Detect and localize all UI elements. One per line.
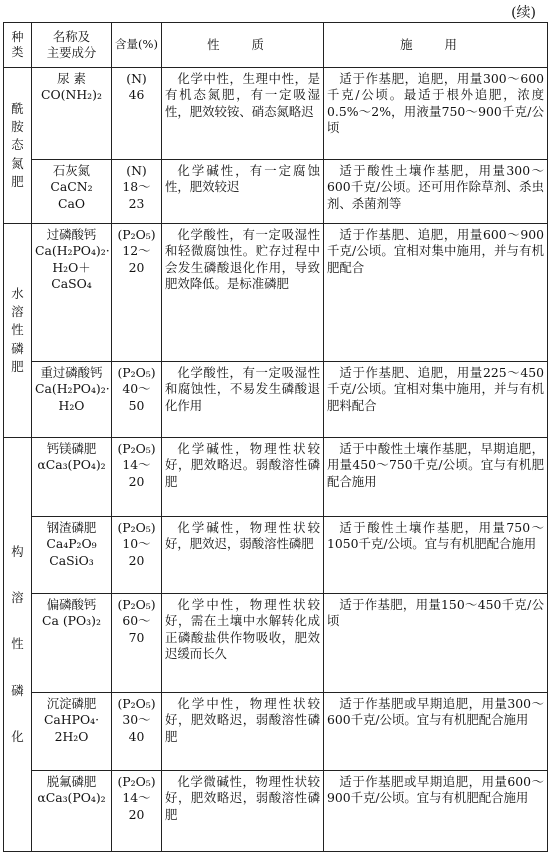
category-char: 肥: [11, 359, 24, 375]
nutrient-label: (P₂O₅): [117, 597, 156, 612]
name-cell: [32, 438, 112, 517]
usage-cell: 适于作基肥，用量150～450千克/公顷: [324, 594, 548, 693]
table-row: [4, 771, 548, 852]
category-char: 态: [11, 137, 24, 153]
name-line: CaHPO₄·: [43, 712, 100, 728]
category-char: 构: [11, 543, 24, 559]
header-content: 含量(%): [112, 23, 162, 68]
name-line: CaSO₄: [51, 276, 92, 292]
category-char: 磷: [11, 340, 24, 356]
category-char: 溶: [11, 303, 24, 319]
table-row: [4, 224, 548, 362]
nutrient-label: (P₂O₅): [117, 696, 156, 711]
name-cell: [32, 693, 112, 771]
usage-cell: 适于酸性土壤作基肥，用量300～600千克/公顷。还可用作除草剂、杀虫剂、杀菌剂等: [324, 160, 548, 224]
name-cell: [32, 362, 112, 438]
category-char: 肥: [11, 174, 24, 190]
category-char: 化: [11, 729, 24, 745]
header-category: 种类: [4, 23, 32, 68]
name-line: CaSiO₃: [49, 552, 94, 568]
nutrient-label: (P₂O₅): [117, 774, 156, 789]
name-cell: [32, 68, 112, 160]
name-cell: [32, 594, 112, 693]
name-line: 2H₂O: [54, 728, 89, 744]
content-range: 10～20: [122, 536, 151, 568]
name-line: Ca(H₂PO₄)₂·: [35, 381, 110, 397]
nutrient-label: (P₂O₅): [117, 441, 156, 456]
name-line: 石灰氮: [52, 163, 91, 178]
category-char: 水: [11, 285, 24, 301]
content-cell: [112, 594, 162, 693]
property-cell: 化学中性，物理性状较好，肥效略迟，弱酸溶性磷肥: [162, 693, 324, 771]
nutrient-label: (N): [126, 163, 147, 178]
property-cell: 化学中性，物理性状较好，需在土壤中水解转化成正磷酸盐供作物吸收，肥效迟缓而长久: [162, 594, 324, 693]
content-range: 30～40: [122, 712, 151, 744]
content-range: 40～50: [122, 381, 151, 413]
name-cell: [32, 771, 112, 852]
content-cell: [112, 224, 162, 362]
category-char: 氮: [11, 155, 24, 171]
nutrient-label: (N): [126, 71, 147, 86]
usage-cell: 适于作基肥、追肥，用量225～450千克/公顷。宜相对集中施用，并与有机肥料配合: [324, 362, 548, 438]
category-cell: [4, 224, 32, 438]
content-range: 14～20: [122, 457, 151, 489]
name-line: Ca₄P₂O₉: [46, 536, 97, 552]
content-range: 60～70: [122, 613, 151, 645]
category-char: 性: [11, 322, 24, 338]
header-name: 名称及 主要成分: [32, 23, 112, 68]
category-char: 性: [11, 636, 24, 652]
usage-cell: 适于酸性土壤作基肥，用量750～1050千克/公顷。宜与有机肥配合施用: [324, 517, 548, 594]
content-cell: [112, 517, 162, 594]
name-line: 过磷酸钙: [46, 227, 97, 242]
property-cell: 化学酸性，有一定吸湿性和轻微腐蚀性。贮存过程中会发生磷酸退化作用，导致肥效降低。是标准磷肥: [162, 224, 324, 362]
usage-cell: 适于作基肥或早期追肥，用量300～600千克/公顷。宜与有机肥配合施用: [324, 693, 548, 771]
content-range: 12～20: [122, 243, 151, 275]
usage-cell: 适于作基肥，追肥，用量300～600千克/公顷。最适于根外追肥，浓度0.5%～2%，用液量750～900千克/公顷: [324, 68, 548, 160]
name-line: αCa₃(PO₄)₂: [37, 790, 106, 806]
table-row: [4, 594, 548, 693]
table-row: [4, 160, 548, 224]
name-line: 沉淀磷肥: [46, 696, 97, 711]
category-char: 磷: [11, 682, 24, 698]
name-cell: [32, 160, 112, 224]
usage-cell: 适于作基肥或早期追肥，用量600～900千克/公顷。宜与有机肥配合施用: [324, 771, 548, 852]
header-usage: 施 用: [324, 23, 548, 68]
property-cell: 化学碱性，有一定腐蚀性，肥效较迟: [162, 160, 324, 224]
usage-cell: 适于中酸性土壤作基肥，早期追肥，用量450～750千克/公顷。宜与有机肥配合施用: [324, 438, 548, 517]
name-line: H₂O＋: [52, 259, 91, 275]
name-line: H₂O: [58, 397, 85, 413]
name-cell: [32, 517, 112, 594]
name-line: Ca (PO₃)₂: [42, 613, 101, 629]
content-cell: [112, 771, 162, 852]
content-range: 46: [128, 87, 145, 103]
category-char: 胺: [11, 118, 24, 134]
property-cell: 化学碱性，物理性状较好，肥效迟，弱酸溶性磷肥: [162, 517, 324, 594]
content-cell: [112, 68, 162, 160]
category-cell: [4, 438, 32, 852]
property-cell: 化学碱性，物理性状较好，肥效略迟。弱酸溶性磷肥: [162, 438, 324, 517]
name-line: 偏磷酸钙: [46, 597, 97, 612]
content-range: 14～20: [122, 790, 151, 822]
name-cell: [32, 224, 112, 362]
name-line: CO(NH₂)₂: [41, 87, 102, 103]
table-row: [4, 68, 548, 160]
content-cell: [112, 438, 162, 517]
name-line: 重过磷酸钙: [40, 365, 103, 380]
name-line: 尿 素: [57, 71, 86, 86]
header-row: [4, 23, 548, 68]
property-cell: 化学中性，生理中性，是有机态氮肥，有一定吸湿性，肥效较铵、硝态氮略迟: [162, 68, 324, 160]
usage-cell: 适于作基肥、追肥，用量600～900千克/公顷。宜相对集中施用，并与有机肥配合: [324, 224, 548, 362]
nutrient-label: (P₂O₅): [117, 227, 156, 242]
content-cell: [112, 160, 162, 224]
category-char: 酰: [11, 100, 24, 116]
name-line: Ca(H₂PO₄)₂·: [35, 243, 110, 259]
nutrient-label: (P₂O₅): [117, 365, 156, 380]
table-row: [4, 362, 548, 438]
property-cell: 化学酸性，有一定吸湿性和腐蚀性，不易发生磷酸退化作用: [162, 362, 324, 438]
fertilizer-table: [3, 22, 548, 852]
category-char: 溶: [11, 589, 24, 605]
content-range: 18～23: [122, 179, 151, 211]
name-line: 钢渣磷肥: [46, 520, 97, 535]
table-row: [4, 438, 548, 517]
continuation-label: (续): [511, 5, 536, 21]
content-cell: [112, 693, 162, 771]
category-cell: [4, 68, 32, 224]
name-line: 钙镁磷肥: [46, 441, 97, 456]
table-row: [4, 517, 548, 594]
content-cell: [112, 362, 162, 438]
name-line: CaCN₂: [50, 179, 93, 195]
name-line: CaO: [57, 195, 86, 211]
property-cell: 化学微碱性，物理性状较好，肥效略迟，弱酸溶性磷肥: [162, 771, 324, 852]
name-line: αCa₃(PO₄)₂: [37, 457, 106, 473]
table-row: [4, 693, 548, 771]
nutrient-label: (P₂O₅): [117, 520, 156, 535]
name-line: 脱氟磷肥: [46, 774, 97, 789]
header-property: 性 质: [162, 23, 324, 68]
